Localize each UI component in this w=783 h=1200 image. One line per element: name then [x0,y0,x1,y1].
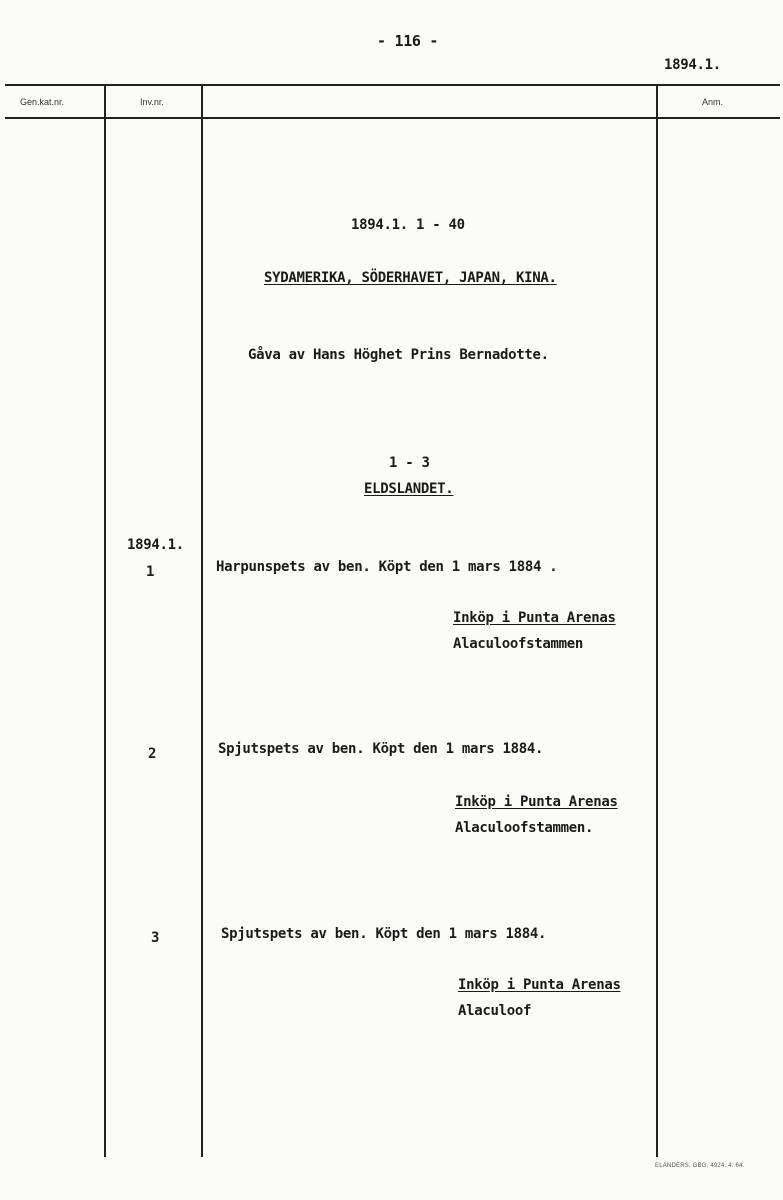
entry-source: Inköp i Punta Arenas [453,610,616,626]
collection-donor: Gåva av Hans Höghet Prins Bernadotte. [248,347,549,363]
column-divider-3 [656,84,658,1157]
column-header-gen-kat-nr: Gen.kat.nr. [20,97,65,107]
column-header-anm: Anm. [702,97,724,107]
collection-range: 1894.1. 1 - 40 [351,217,465,233]
entry-description: Spjutspets av ben. Köpt den 1 mars 1884. [221,926,547,942]
entry-source: Inköp i Punta Arenas [455,794,618,810]
entry-description: Spjutspets av ben. Köpt den 1 mars 1884. [218,741,544,757]
entry-inv-number: 2 [148,746,157,762]
entry-people: Alaculoof [458,1003,532,1019]
page-number: - 116 - [377,32,439,50]
header-bottom-rule [5,117,780,119]
entry-source: Inköp i Punta Arenas [458,977,621,993]
entry-people: Alaculoofstammen. [455,820,594,836]
entry-inv-number: 3 [151,930,160,946]
column-divider-2 [201,84,203,1157]
column-divider-1 [104,84,106,1157]
entry-people: Alaculoofstammen [453,636,584,652]
entry-inv-prefix: 1894.1. [127,537,184,553]
group-title: ELDSLANDET. [364,481,454,497]
column-header-inv-nr: Inv.nr. [140,97,164,107]
header-top-rule [5,84,780,86]
printer-mark: ELANDERS, GBG. 4924. 4. 64. [655,1163,745,1169]
group-range: 1 - 3 [389,455,430,471]
entry-inv-number: 1 [146,564,155,580]
entry-description: Harpunspets av ben. Köpt den 1 mars 1884 . [216,559,558,575]
collection-regions: SYDAMERIKA, SÖDERHAVET, JAPAN, KINA. [264,270,557,286]
corner-reference: 1894.1. [664,57,721,73]
